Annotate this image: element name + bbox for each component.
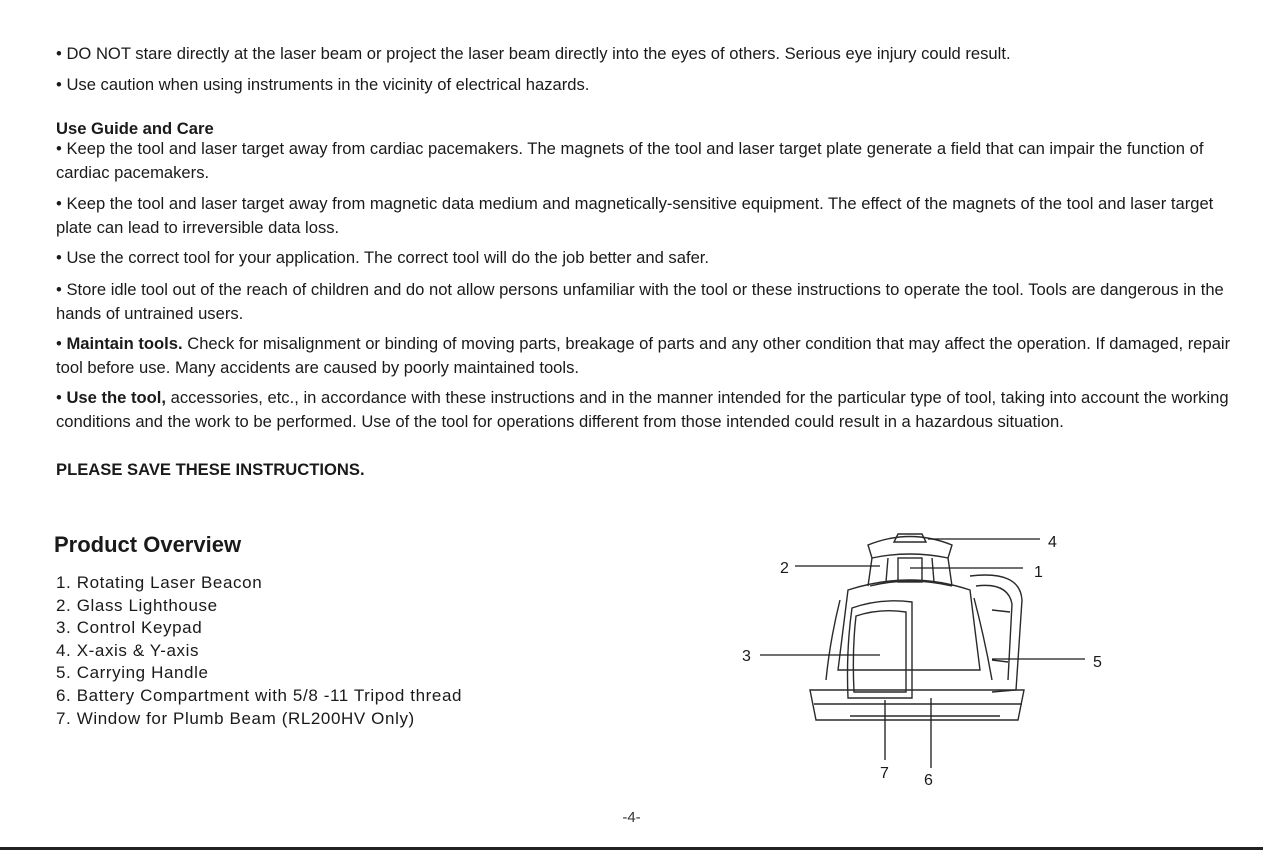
- callout-2: 2: [780, 560, 789, 577]
- warning-text: Use caution when using instruments in the vicinity of electrical hazards.: [66, 75, 590, 94]
- callout-6: 6: [924, 772, 933, 789]
- list-item: 1. Rotating Laser Beacon: [56, 573, 263, 592]
- warning-electrical: [56, 73, 1231, 97]
- product-diagram: [730, 520, 1150, 795]
- callout-5: 5: [1093, 654, 1102, 671]
- bullet: •: [56, 75, 62, 94]
- guide-heading: Use Guide and Care: [56, 119, 214, 138]
- laser-device-illustration: [810, 534, 1024, 720]
- guide-item-text: Keep the tool and laser target away from magnetic data medium and magnetically-sensitive equipment. The effect of the magnets of the tool and laser target plate can lead to irreversible data loss.: [56, 194, 1214, 237]
- guide-item-use: [56, 386, 1231, 433]
- callout-4: 4: [1048, 534, 1057, 551]
- overview-heading: Product Overview: [54, 532, 242, 557]
- guide-item-text: Keep the tool and laser target away from cardiac pacemakers. The magnets of the tool and laser target plate generate a field that can impair the function of cardiac pacemakers.: [56, 139, 1204, 182]
- guide-item-store: [56, 278, 1231, 325]
- guide-item-bold: Maintain tools.: [66, 334, 183, 353]
- guide-item-pacemaker: [56, 137, 1231, 184]
- list-item: 7. Window for Plumb Beam (RL200HV Only): [56, 708, 415, 728]
- bullet: •: [56, 388, 62, 407]
- callout-3: 3: [742, 648, 751, 665]
- guide-item-correct-tool: [56, 246, 1231, 270]
- bullet: •: [56, 334, 62, 353]
- overview-list: [56, 572, 462, 730]
- bullet: •: [56, 280, 62, 299]
- guide-item-text: Use the correct tool for your application. The correct tool will do the job better and safer.: [66, 248, 710, 267]
- list-item: 6. Battery Compartment with 5/8 -11 Tripod thread: [56, 685, 463, 705]
- callout-7: 7: [880, 765, 889, 782]
- warning-text: DO NOT stare directly at the laser beam or project the laser beam directly into the eyes of others. Serious eye injury could result.: [66, 44, 1011, 63]
- guide-item-bold: Use the tool,: [66, 388, 167, 407]
- bullet: •: [56, 44, 62, 63]
- save-notice: PLEASE SAVE THESE INSTRUCTIONS.: [56, 460, 365, 479]
- list-item: 3. Control Keypad: [56, 618, 203, 638]
- bullet: •: [56, 139, 62, 158]
- warning-eye: [56, 42, 1231, 66]
- page-number: -4-: [622, 809, 641, 826]
- guide-item-text: accessories, etc., in accordance with these instructions and in the manner intended for the particular type of tool, taking into account the working conditions and the work to be performed. Use of the tool for operations different from those intended could result in a hazardous situation.: [56, 388, 1229, 431]
- bullet: •: [56, 194, 62, 213]
- callout-1: 1: [1034, 564, 1043, 581]
- guide-item-text: Check for misalignment or binding of moving parts, breakage of parts and any other condition that may affect the operation. If damaged, repair tool before use. Many accidents are caused by poorly maintained tools.: [56, 334, 1231, 377]
- list-item: 5. Carrying Handle: [56, 663, 209, 683]
- list-item: 4. X-axis & Y-axis: [56, 640, 200, 660]
- divider: [0, 847, 1263, 850]
- guide-item-text: Store idle tool out of the reach of children and do not allow persons unfamiliar with the tool or these instructions to operate the tool. Tools are dangerous in the hands of untrained users.: [56, 280, 1224, 323]
- bullet: •: [56, 248, 62, 267]
- list-item: 2. Glass Lighthouse: [56, 595, 218, 615]
- guide-item-magnetic: [56, 192, 1231, 239]
- guide-item-maintain: [56, 332, 1231, 379]
